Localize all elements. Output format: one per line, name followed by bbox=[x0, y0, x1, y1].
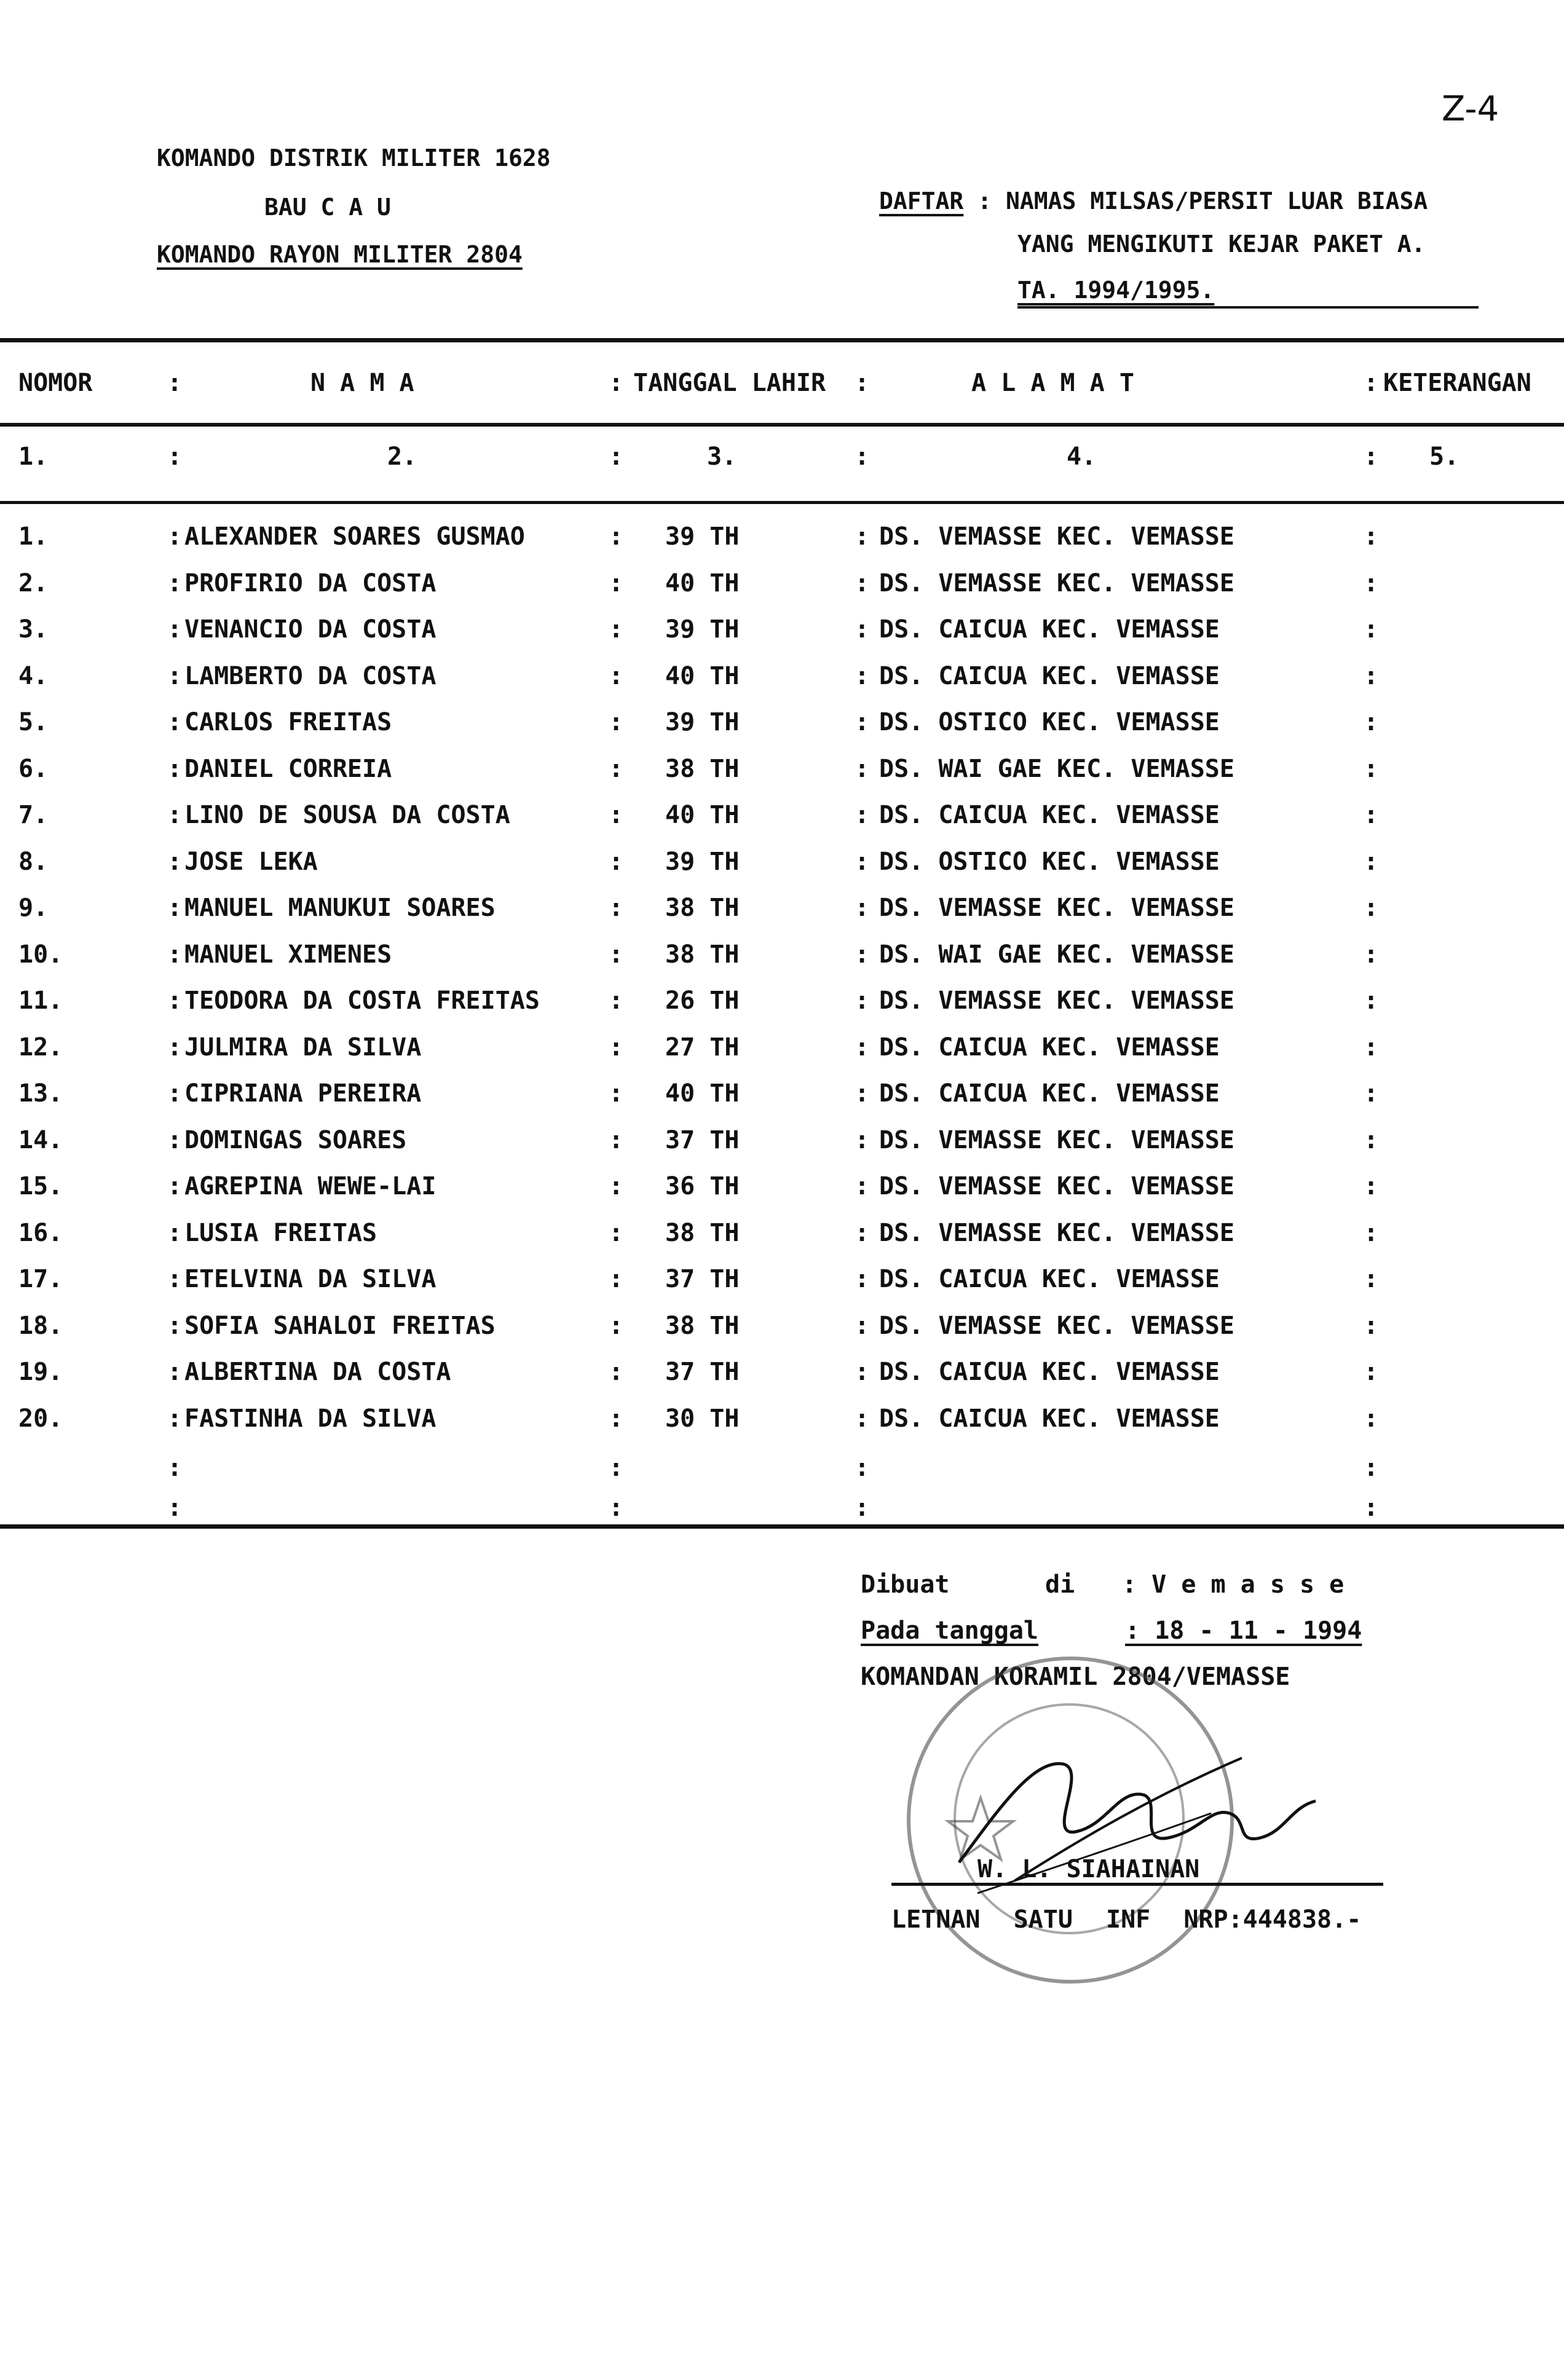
col-sep: : bbox=[609, 443, 624, 471]
table-row bbox=[0, 940, 1564, 987]
row-age: 39 TH bbox=[665, 522, 740, 551]
row-age: 38 TH bbox=[665, 894, 740, 922]
row-name: LUSIA FREITAS bbox=[184, 1218, 377, 1247]
daftar-line1: NAMAS MILSAS/PERSIT LUAR BIASA bbox=[1005, 187, 1428, 215]
col-sep: : bbox=[167, 847, 183, 876]
row-number: 11. bbox=[18, 987, 63, 1015]
col-header-address: A L A M A T bbox=[971, 369, 1134, 397]
table-row bbox=[0, 615, 1564, 662]
col-header-birth: TANGGAL LAHIR bbox=[633, 369, 826, 397]
col-sep: : bbox=[855, 661, 870, 690]
row-name: LINO DE SOUSA DA COSTA bbox=[184, 801, 510, 829]
col-sep: : bbox=[167, 708, 183, 736]
col-sep: : bbox=[167, 522, 183, 551]
col-sep: : bbox=[855, 615, 870, 644]
row-name: MANUEL MANUKUI SOARES bbox=[184, 894, 496, 922]
col-sep: : bbox=[855, 1358, 870, 1386]
col-sep: : bbox=[609, 1358, 624, 1386]
table-row bbox=[0, 569, 1564, 616]
row-address: DS. CAICUA KEC. VEMASSE bbox=[879, 1404, 1220, 1433]
col-sep: : bbox=[609, 940, 624, 969]
table-header-row bbox=[0, 369, 1564, 416]
row-age: 38 TH bbox=[665, 1311, 740, 1340]
col-sep: : bbox=[167, 1033, 183, 1062]
row-number: 8. bbox=[18, 847, 49, 876]
row-number: 1. bbox=[18, 522, 49, 551]
row-address: DS. CAICUA KEC. VEMASSE bbox=[879, 661, 1220, 690]
row-age: 38 TH bbox=[665, 1218, 740, 1247]
table-row bbox=[0, 1033, 1564, 1080]
row-name: VENANCIO DA COSTA bbox=[184, 615, 436, 644]
col-sep: : bbox=[855, 1494, 870, 1522]
col-sep: : bbox=[855, 1454, 870, 1482]
col-sep: : bbox=[609, 1172, 624, 1200]
signer-rank: LETNAN SATU INF NRP:444838.- bbox=[891, 1905, 1362, 1934]
col-sep: : bbox=[1364, 1358, 1379, 1386]
row-name: JOSE LEKA bbox=[184, 847, 318, 876]
col-sep: : bbox=[167, 661, 183, 690]
made-at-di: di bbox=[1045, 1570, 1075, 1599]
table-row bbox=[0, 848, 1564, 894]
col-sep: : bbox=[609, 615, 624, 644]
row-name: ALEXANDER SOARES GUSMAO bbox=[184, 522, 525, 551]
col-sep: : bbox=[1364, 987, 1379, 1015]
row-number: 18. bbox=[18, 1311, 63, 1340]
row-age: 39 TH bbox=[665, 847, 740, 876]
row-number: 19. bbox=[18, 1358, 63, 1386]
row-address: DS. VEMASSE KEC. VEMASSE bbox=[879, 894, 1234, 922]
col-sep: : bbox=[167, 369, 183, 397]
col-sep: : bbox=[1364, 615, 1379, 644]
col-header-no: NOMOR bbox=[18, 369, 93, 397]
col-sep: : bbox=[855, 708, 870, 736]
row-number: 2. bbox=[18, 569, 49, 597]
col-sep: : bbox=[855, 801, 870, 829]
col-sep: : bbox=[1364, 894, 1379, 922]
col-sep: : bbox=[167, 443, 183, 471]
col-sep: : bbox=[609, 987, 624, 1015]
col-sep: : bbox=[855, 940, 870, 969]
row-address: DS. CAICUA KEC. VEMASSE bbox=[879, 1358, 1220, 1386]
col-sep: : bbox=[1364, 1218, 1379, 1247]
table-bottom-rule bbox=[0, 1524, 1564, 1529]
col-number-remarks: 5. bbox=[1429, 443, 1459, 471]
col-sep: : bbox=[1364, 1454, 1379, 1482]
row-address: DS. CAICUA KEC. VEMASSE bbox=[879, 1033, 1220, 1062]
col-sep: : bbox=[855, 894, 870, 922]
row-age: 37 TH bbox=[665, 1358, 740, 1386]
header-rule bbox=[0, 423, 1564, 427]
row-name: JULMIRA DA SILVA bbox=[184, 1033, 422, 1062]
date-label: Pada tanggal bbox=[861, 1617, 1038, 1645]
col-sep: : bbox=[167, 894, 183, 922]
row-number: 9. bbox=[18, 894, 49, 922]
row-age: 40 TH bbox=[665, 569, 740, 597]
row-age: 40 TH bbox=[665, 1079, 740, 1108]
row-age: 39 TH bbox=[665, 615, 740, 644]
row-address: DS. VEMASSE KEC. VEMASSE bbox=[879, 987, 1234, 1015]
row-number: 16. bbox=[18, 1218, 63, 1247]
signer-unit: KOMANDAN KORAMIL 2804/VEMASSE bbox=[861, 1663, 1290, 1691]
row-number: 5. bbox=[18, 708, 49, 736]
col-sep: : bbox=[609, 1033, 624, 1062]
col-sep: : bbox=[1364, 754, 1379, 783]
table-row bbox=[0, 894, 1564, 940]
col-sep: : bbox=[1364, 443, 1379, 471]
date-value: : 18 - 11 - 1994 bbox=[1125, 1617, 1362, 1645]
col-sep: : bbox=[1364, 1311, 1379, 1340]
daftar-line3: TA. 1994/1995. bbox=[1017, 277, 1215, 304]
row-number: 6. bbox=[18, 754, 49, 783]
col-number-address: 4. bbox=[1067, 443, 1097, 471]
row-name: ETELVINA DA SILVA bbox=[184, 1265, 436, 1293]
col-sep: : bbox=[167, 940, 183, 969]
table-row bbox=[0, 1172, 1564, 1219]
row-address: DS. VEMASSE KEC. VEMASSE bbox=[879, 1311, 1234, 1340]
row-number: 3. bbox=[18, 615, 49, 644]
col-sep: : bbox=[855, 369, 870, 397]
col-sep: : bbox=[167, 754, 183, 783]
row-number: 10. bbox=[18, 940, 63, 969]
col-sep: : bbox=[167, 1494, 183, 1522]
table-row bbox=[0, 662, 1564, 709]
col-sep: : bbox=[855, 1079, 870, 1108]
table-row bbox=[0, 1265, 1564, 1312]
col-sep: : bbox=[1364, 369, 1379, 397]
col-sep: : bbox=[609, 708, 624, 736]
col-sep: : bbox=[855, 443, 870, 471]
col-sep: : bbox=[855, 1033, 870, 1062]
col-sep: : bbox=[167, 1172, 183, 1200]
row-age: 40 TH bbox=[665, 801, 740, 829]
col-sep: : bbox=[855, 1125, 870, 1154]
row-age: 40 TH bbox=[665, 661, 740, 690]
row-name: ALBERTINA DA COSTA bbox=[184, 1358, 451, 1386]
row-number: 13. bbox=[18, 1079, 63, 1108]
row-name: SOFIA SAHALOI FREITAS bbox=[184, 1311, 496, 1340]
row-age: 38 TH bbox=[665, 754, 740, 783]
row-number: 20. bbox=[18, 1404, 63, 1433]
row-name: MANUEL XIMENES bbox=[184, 940, 392, 969]
col-sep: : bbox=[1364, 847, 1379, 876]
document-code: Z-4 bbox=[1442, 89, 1499, 129]
col-sep: : bbox=[609, 1494, 624, 1522]
col-sep: : bbox=[855, 1218, 870, 1247]
row-age: 39 TH bbox=[665, 708, 740, 736]
table-row bbox=[0, 801, 1564, 848]
col-sep: : bbox=[855, 522, 870, 551]
table-row bbox=[0, 522, 1564, 569]
row-age: 30 TH bbox=[665, 1404, 740, 1433]
table-row bbox=[0, 1358, 1564, 1405]
table-row bbox=[0, 755, 1564, 802]
col-sep: : bbox=[167, 1265, 183, 1293]
col-sep: : bbox=[609, 847, 624, 876]
row-address: DS. WAI GAE KEC. VEMASSE bbox=[879, 940, 1234, 969]
table-top-rule bbox=[0, 338, 1564, 342]
row-number: 15. bbox=[18, 1172, 63, 1200]
row-name: DOMINGAS SOARES bbox=[184, 1125, 407, 1154]
table-row bbox=[0, 1219, 1564, 1266]
row-address: DS. VEMASSE KEC. VEMASSE bbox=[879, 1218, 1234, 1247]
row-name: CARLOS FREITAS bbox=[184, 708, 392, 736]
row-age: 27 TH bbox=[665, 1033, 740, 1062]
col-number-name: 2. bbox=[387, 443, 417, 471]
table-row bbox=[0, 708, 1564, 755]
row-address: DS. VEMASSE KEC. VEMASSE bbox=[879, 569, 1234, 597]
col-header-name: N A M A bbox=[310, 369, 414, 397]
daftar-label: DAFTAR bbox=[879, 187, 964, 215]
col-sep: : bbox=[609, 369, 624, 397]
col-number-no: 1. bbox=[18, 443, 49, 471]
row-name: TEODORA DA COSTA FREITAS bbox=[184, 987, 540, 1015]
col-sep: : bbox=[609, 754, 624, 783]
col-sep: : bbox=[167, 1079, 183, 1108]
row-address: DS. WAI GAE KEC. VEMASSE bbox=[879, 754, 1234, 783]
col-sep: : bbox=[609, 801, 624, 829]
number-rule bbox=[0, 501, 1564, 504]
col-sep: : bbox=[855, 987, 870, 1015]
col-sep: : bbox=[855, 1311, 870, 1340]
row-address: DS. CAICUA KEC. VEMASSE bbox=[879, 1265, 1220, 1293]
col-sep: : bbox=[609, 569, 624, 597]
col-sep: : bbox=[1364, 569, 1379, 597]
col-sep: : bbox=[609, 894, 624, 922]
daftar-sep: : bbox=[978, 187, 992, 215]
row-name: LAMBERTO DA COSTA bbox=[184, 661, 436, 690]
col-sep: : bbox=[167, 615, 183, 644]
col-sep: : bbox=[855, 569, 870, 597]
row-address: DS. VEMASSE KEC. VEMASSE bbox=[879, 1125, 1234, 1154]
col-sep: : bbox=[167, 1218, 183, 1247]
row-age: 37 TH bbox=[665, 1265, 740, 1293]
row-address: DS. VEMASSE KEC. VEMASSE bbox=[879, 1172, 1234, 1200]
row-age: 38 TH bbox=[665, 940, 740, 969]
col-sep: : bbox=[167, 1454, 183, 1482]
col-sep: : bbox=[1364, 1079, 1379, 1108]
col-sep: : bbox=[855, 847, 870, 876]
header-left-line3: KOMANDO RAYON MILITER 2804 bbox=[157, 241, 523, 268]
col-sep: : bbox=[855, 1265, 870, 1293]
row-name: FASTINHA DA SILVA bbox=[184, 1404, 436, 1433]
col-sep: : bbox=[167, 1358, 183, 1386]
col-sep: : bbox=[855, 1172, 870, 1200]
col-sep: : bbox=[167, 987, 183, 1015]
col-sep: : bbox=[167, 801, 183, 829]
row-address: DS. CAICUA KEC. VEMASSE bbox=[879, 615, 1220, 644]
row-address: DS. OSTICO KEC. VEMASSE bbox=[879, 847, 1220, 876]
col-sep: : bbox=[1364, 1404, 1379, 1433]
col-sep: : bbox=[167, 1404, 183, 1433]
col-sep: : bbox=[1364, 1033, 1379, 1062]
row-address: DS. CAICUA KEC. VEMASSE bbox=[879, 801, 1220, 829]
col-sep: : bbox=[1364, 1125, 1379, 1154]
col-sep: : bbox=[1364, 801, 1379, 829]
row-address: DS. CAICUA KEC. VEMASSE bbox=[879, 1079, 1220, 1108]
col-sep: : bbox=[1364, 522, 1379, 551]
table-empty-row bbox=[0, 1494, 1564, 1540]
table-number-row bbox=[0, 443, 1564, 489]
header-right bbox=[879, 187, 1428, 215]
row-age: 36 TH bbox=[665, 1172, 740, 1200]
row-address: DS. VEMASSE KEC. VEMASSE bbox=[879, 522, 1234, 551]
col-sep: : bbox=[609, 1311, 624, 1340]
col-sep: : bbox=[609, 1265, 624, 1293]
table-row bbox=[0, 1079, 1564, 1126]
row-number: 17. bbox=[18, 1265, 63, 1293]
col-sep: : bbox=[167, 1311, 183, 1340]
row-name: PROFIRIO DA COSTA bbox=[184, 569, 436, 597]
row-number: 12. bbox=[18, 1033, 63, 1062]
col-sep: : bbox=[167, 1125, 183, 1154]
table-row bbox=[0, 1126, 1564, 1173]
row-age: 26 TH bbox=[665, 987, 740, 1015]
header-left-line1: KOMANDO DISTRIK MILITER 1628 bbox=[157, 144, 551, 171]
table-row bbox=[0, 1312, 1564, 1358]
col-sep: : bbox=[609, 661, 624, 690]
signer-name: W. L. SIAHAINAN bbox=[978, 1855, 1200, 1883]
made-at-value: : V e m a s s e bbox=[1122, 1570, 1345, 1599]
col-sep: : bbox=[609, 522, 624, 551]
col-sep: : bbox=[1364, 1265, 1379, 1293]
made-at-label: Dibuat bbox=[861, 1570, 950, 1599]
header-underline bbox=[1017, 306, 1479, 309]
col-sep: : bbox=[609, 1404, 624, 1433]
row-name: CIPRIANA PEREIRA bbox=[184, 1079, 422, 1108]
col-sep: : bbox=[1364, 1494, 1379, 1522]
col-sep: : bbox=[855, 754, 870, 783]
row-name: AGREPINA WEWE-LAI bbox=[184, 1172, 436, 1200]
row-number: 4. bbox=[18, 661, 49, 690]
col-sep: : bbox=[609, 1125, 624, 1154]
header-left-line2: BAU C A U bbox=[264, 194, 391, 221]
daftar-line2: YANG MENGIKUTI KEJAR PAKET A. bbox=[1017, 231, 1426, 258]
col-sep: : bbox=[167, 569, 183, 597]
table-row bbox=[0, 1405, 1564, 1451]
col-sep: : bbox=[1364, 661, 1379, 690]
col-sep: : bbox=[609, 1218, 624, 1247]
col-sep: : bbox=[609, 1079, 624, 1108]
col-sep: : bbox=[1364, 708, 1379, 736]
col-sep: : bbox=[855, 1404, 870, 1433]
row-address: DS. OSTICO KEC. VEMASSE bbox=[879, 708, 1220, 736]
row-name: DANIEL CORREIA bbox=[184, 754, 392, 783]
row-number: 14. bbox=[18, 1125, 63, 1154]
col-number-birth: 3. bbox=[707, 443, 737, 471]
table-row bbox=[0, 987, 1564, 1033]
row-number: 7. bbox=[18, 801, 49, 829]
col-header-remarks: KETERANGAN bbox=[1383, 369, 1531, 397]
row-age: 37 TH bbox=[665, 1125, 740, 1154]
col-sep: : bbox=[1364, 1172, 1379, 1200]
col-sep: : bbox=[609, 1454, 624, 1482]
col-sep: : bbox=[1364, 940, 1379, 969]
